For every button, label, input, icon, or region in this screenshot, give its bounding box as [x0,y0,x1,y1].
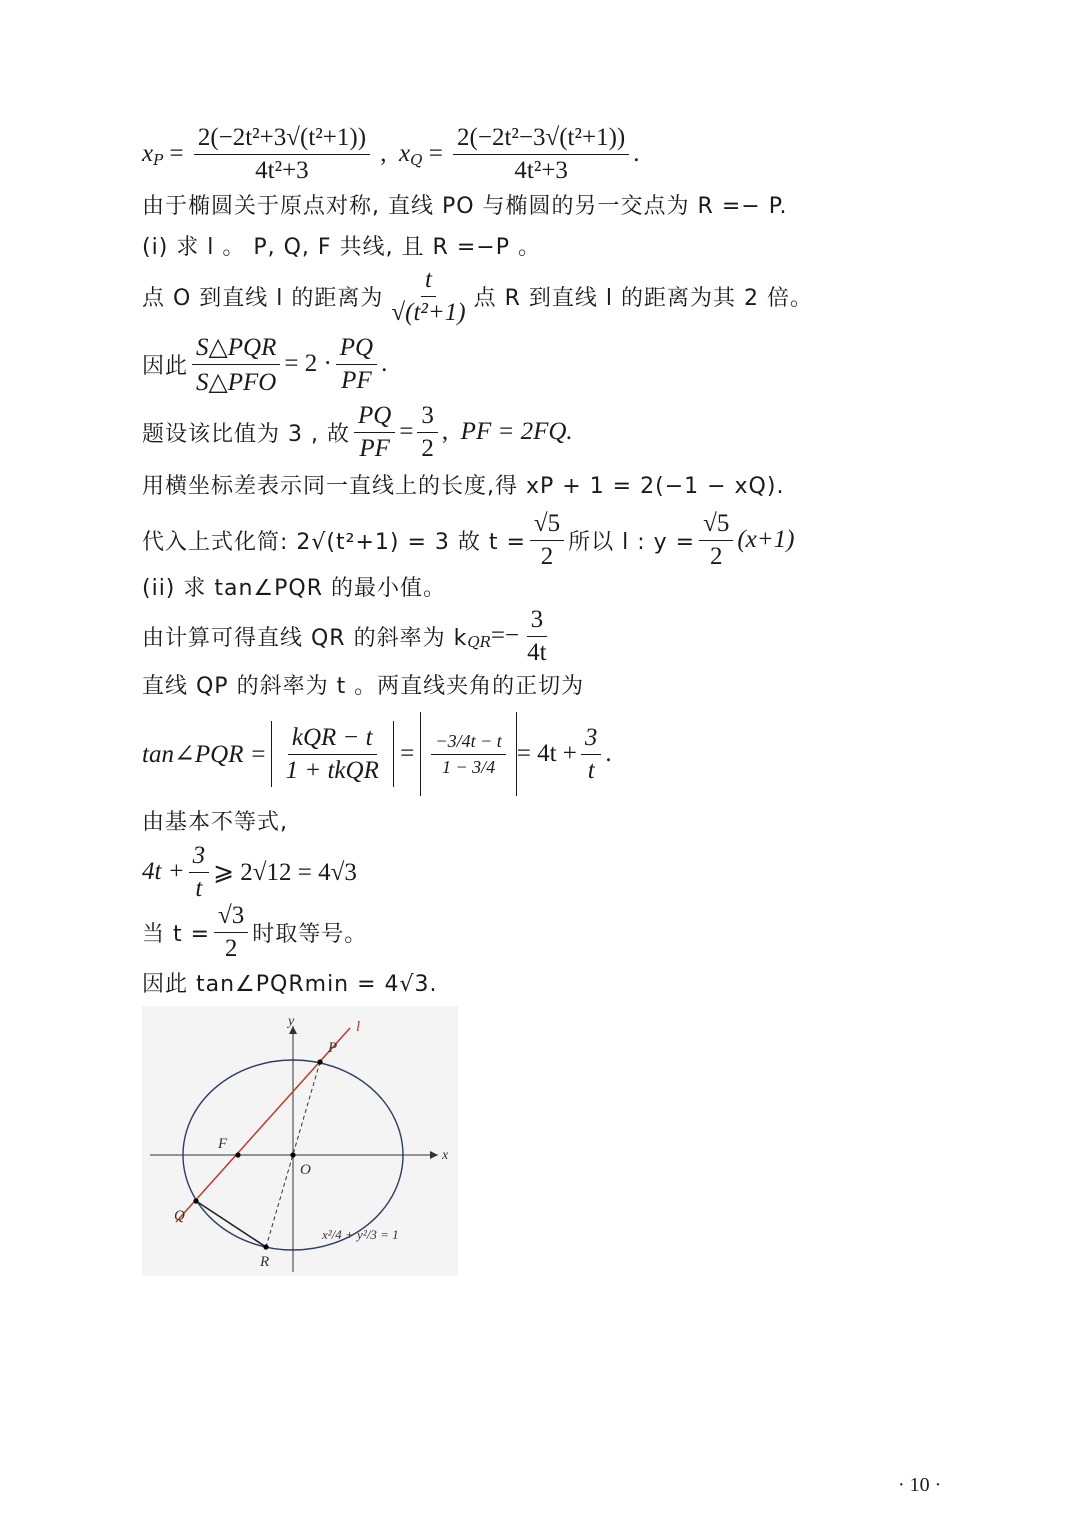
xp-subscript: P [153,151,164,169]
xp-numerator: 2(−2t²+3√(t²+1)) [194,124,370,155]
area-numerator: S△PQR [192,332,280,365]
kqr-subscript: QR [467,633,491,651]
ratio-den-a: PF [359,434,390,462]
text-line-16: 因此 tan∠PQRmin = 4√3. [142,971,438,997]
abs-first [271,721,394,787]
page-number: · 10 · [898,1474,942,1496]
slope-fraction [699,510,733,571]
xq-fraction [453,124,629,185]
tan-result: = 4t + [516,740,577,767]
kqr-line [142,606,555,666]
pq-pf-fraction [336,334,377,395]
xq-numerator: 2(−2t²−3√(t²+1)) [453,124,629,155]
kqr-text: 由计算可得直线 QR 的斜率为 k [142,625,468,651]
ellipse-figure [142,1006,458,1276]
distance-text-b: 点 R 到直线 l 的距离为其 2 倍。 [473,285,813,311]
point-o [290,1152,295,1157]
inequality-b: ⩾ 2√12 = 4√3 [213,859,357,886]
text-line-3: (i) 求 l 。 P, Q, F 共线, 且 R =−P 。 [142,234,541,260]
kqr-fraction [523,606,550,667]
pq-numerator: PQ [336,334,377,365]
label-r: R [260,1254,270,1270]
formula-xp-xq: x P = $\frac{\text{2(−2t²+3√(t²+1))}}{\text{4t²+3}}$ , x Q = $\frac{\text{2(−2t²−3√(t²+1))}}{\text{4t²+3}}$ . [142,123,640,184]
ratio-fraction-a [354,402,395,463]
point-r [263,1244,268,1249]
text-line-2: 由于椭圆关于原点对称, 直线 PO 与椭圆的另一交点为 R =− P. [142,193,788,219]
text-line-11: 直线 QP 的斜率为 t 。两直线夹角的正切为 [142,673,585,699]
eq-num: √3 [214,902,248,933]
ellipse-equation: x²/4 + y²/3 = 1 [322,1227,399,1242]
xp-denominator: 4t²+3 [255,156,309,184]
xq-symbol: x [399,140,411,167]
equality-line [142,900,367,964]
label-l: l [356,1019,361,1035]
segment-qr [196,1201,266,1247]
ratio-fraction-b [417,402,438,463]
xp-symbol: x [142,140,154,167]
ineq-num: 3 [189,842,210,873]
label-p: P [328,1040,338,1056]
label-y: y [288,1014,295,1029]
abs2-num: −3/4t − t [431,731,505,755]
distance-numerator: t [421,266,436,297]
point-q [193,1198,198,1203]
equality-b: 时取等号。 [252,921,368,947]
simplify-line [142,508,794,572]
label-q: Q [174,1208,185,1224]
distance-fraction [387,266,469,327]
ratio-three-line: 题设该比值为 3 , 故 $\frac{PQ}{PF}$ = $\frac{3}{2}$ , PF = 2FQ. [142,401,573,462]
simplify-text-a: 代入上式化简: 2√(t²+1) = 3 故 t = [142,529,526,555]
text-line-9: (ii) 求 tan∠PQR 的最小值。 [142,575,447,601]
t-value-num: √5 [530,510,564,541]
area-text: 因此 [142,353,189,379]
abs2-den: 1 − 3/4 [442,756,496,777]
ineq-den: t [195,874,203,902]
abs1-den: 1 + tkQR [285,756,379,784]
ratio-num-b: 3 [417,402,438,433]
abs1-num: kQR − t [288,724,377,755]
ratio-text: 题设该比值为 3 , 故 [142,421,350,447]
kqr-equals: =− [490,622,520,649]
area-denominator: S△PFO [196,368,277,396]
t-value-fraction [530,510,564,571]
slope-den: 2 [709,542,723,570]
kqr-den: 4t [527,638,547,666]
label-x: x [442,1148,449,1163]
tan-result-fraction [581,724,602,785]
area-ratio-line: 因此 $\frac{\text{S△PQR}}{\text{S△PFO}}$ = 2 · $\frac{PQ}{PF}$ . [142,333,388,396]
line-l [176,1028,350,1222]
ellipse-diagram [142,1006,458,1276]
pf-relation: PF = 2FQ. [460,418,573,445]
pf-denominator: PF [341,366,372,394]
text-line-7: 用横坐标差表示同一直线上的长度,得 xP + 1 = 2(−1 − xQ). [142,473,785,499]
xq-subscript: Q [410,151,423,169]
equality-a: 当 t = [142,921,211,947]
kqr-num: 3 [527,606,548,637]
eq-den: 2 [224,934,238,962]
abs-second [420,712,516,796]
t-value-den: 2 [540,542,554,570]
simplify-text-b: 所以 l : y = [568,529,696,555]
distance-text-a: 点 O 到直线 l 的距离为 [142,285,384,311]
label-o: O [300,1162,311,1178]
tan-formula-line: tan∠PQR = $\frac{\text{kQR − t}}{\text{1 + tkQR}}$ = $\frac{-3/4t - t}{1 - 3/4}$ = 4t + $\frac{3}{t}$ . [142,710,612,798]
point-p [317,1059,322,1064]
ratio-den-b: 2 [421,434,434,462]
distance-line [142,264,813,328]
point-f [235,1152,240,1157]
xq-denominator: 4t²+3 [514,156,568,184]
simplify-text-c: (x+1) [737,526,795,553]
inequality-a: 4t + [142,858,185,885]
xp-fraction [194,124,370,185]
text-line-13: 由基本不等式, [142,809,288,835]
tan-result-den: t [587,756,595,784]
area-fraction [192,332,280,397]
distance-denominator: √(t²+1) [391,298,466,326]
inequality-line [142,842,357,902]
slope-num: √5 [699,510,733,541]
x-axis-arrow-icon [430,1151,438,1159]
ratio-num-a: PQ [354,402,395,433]
label-f: F [218,1136,228,1152]
tan-label: tan∠PQR = [142,741,267,768]
area-equals: = 2 · [284,350,332,377]
tan-result-num: 3 [581,724,602,755]
